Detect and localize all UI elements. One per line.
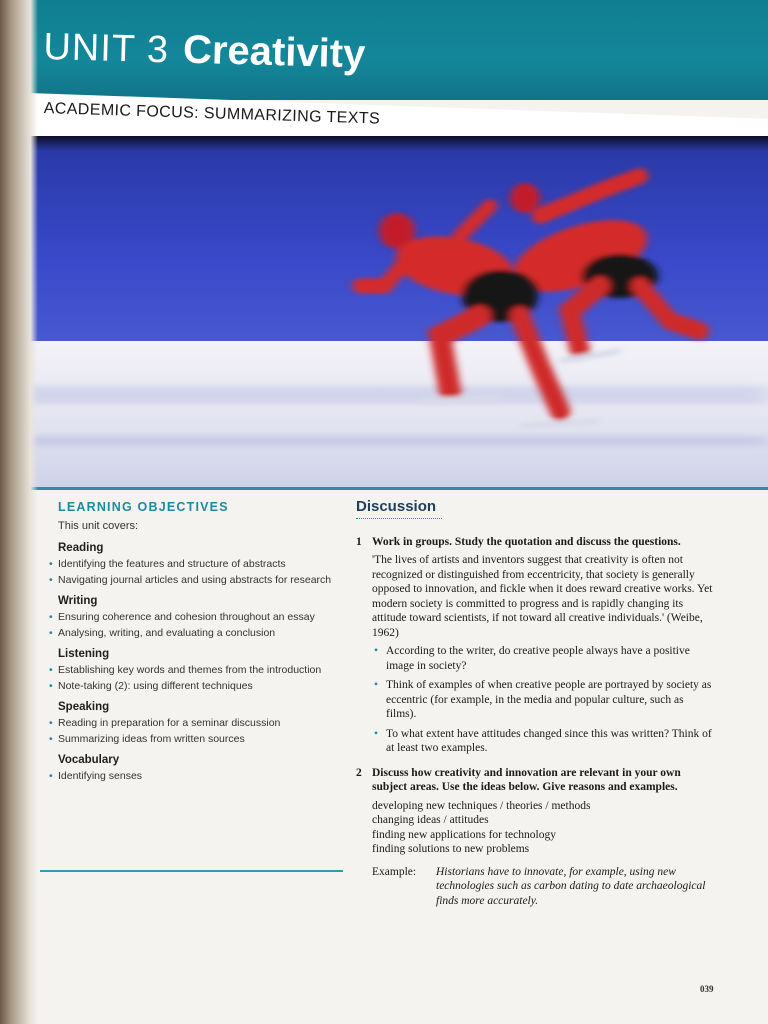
task-number: 1 — [356, 535, 362, 548]
question-item: • Think of examples of when creative people are portrayed by society as eccentric (for example, in the media and popular culture, such as films). — [372, 678, 716, 722]
discussion-task-2 — [356, 766, 716, 909]
skill-heading-writing: Writing — [58, 595, 98, 607]
task-instruction: Discuss how creativity and innovation are relevant in your own subject areas. Use the ideas below. Give reasons and examples. — [372, 766, 681, 793]
quotation-text: 'The lives of artists and inventors suggest that creativity is often not recognized or distinguished from eccentricity, that society is generally opposed to innovation, and fickle when it does reward creative works. Yet modern society is committed to progress and is rapidly changing its attitude toward scientists, if not toward all creative individuals.' (Weibe, 1962) — [372, 554, 713, 639]
example-label: Example: — [372, 865, 417, 878]
skill-heading-reading: Reading — [58, 542, 104, 554]
objective-list-listening — [58, 664, 333, 693]
skill-heading-vocabulary: Vocabulary — [58, 754, 120, 766]
speed-skaters-illustration — [0, 136, 768, 488]
discussion-task-1 — [356, 535, 716, 756]
learning-objectives-heading: LEARNING OBJECTIVES — [58, 500, 229, 514]
objective-item: • Navigating journal articles and using abstracts for research — [58, 574, 333, 587]
idea-item: changing ideas / attitudes — [372, 814, 489, 826]
learning-objectives-panel — [58, 500, 333, 791]
question-item: • To what extent have attitudes changed since this was written? Think of at least two examples. — [372, 727, 716, 756]
objective-item: • Identifying senses — [58, 770, 333, 783]
objective-item: • Identifying the features and structure of abstracts — [58, 558, 333, 571]
unit-topic: Creativity — [182, 27, 366, 77]
academic-focus-title: ACADEMIC FOCUS: SUMMARIZING TEXTS — [43, 100, 381, 128]
idea-item: finding new applications for technology — [372, 828, 556, 841]
task-number: 2 — [356, 766, 362, 779]
discussion-panel — [356, 500, 716, 918]
objective-item: • Reading in preparation for a seminar discussion — [58, 717, 333, 730]
unit-title — [43, 24, 366, 77]
unit-label: UNIT 3 — [42, 25, 170, 72]
objective-item: • Analysing, writing, and evaluating a conclusion — [58, 627, 333, 640]
objective-list-speaking — [58, 717, 333, 746]
objective-item: • Note-taking (2): using different techniques — [58, 680, 333, 693]
learning-objectives-intro: This unit covers: — [58, 520, 139, 532]
idea-item: finding solutions to new problems — [372, 843, 530, 855]
page-number: 039 — [700, 984, 714, 994]
objective-list-reading — [58, 558, 333, 587]
objective-item: • Summarizing ideas from written sources — [58, 733, 333, 746]
discussion-heading: Discussion — [356, 500, 442, 519]
task-instruction: Work in groups. Study the quotation and discuss the questions. — [372, 535, 681, 548]
learning-objectives-rule — [40, 870, 343, 872]
example-text: Historians have to innovate, for example, using new technologies such as carbon dating to date archaeological finds more accurately. — [436, 865, 706, 907]
question-item: • According to the writer, do creative people always have a positive image in society? — [372, 644, 716, 673]
objective-item: • Establishing key words and themes from the introduction — [58, 664, 333, 677]
idea-item: developing new techniques / theories / methods — [372, 799, 591, 812]
question-list — [372, 644, 716, 756]
example-block — [372, 865, 716, 909]
objective-item: • Ensuring coherence and cohesion throughout an essay — [58, 611, 333, 624]
objective-list-writing — [58, 611, 333, 640]
objective-list-vocabulary — [58, 770, 333, 783]
speed-skaters-photo — [0, 136, 768, 488]
photo-divider — [0, 487, 768, 490]
skill-heading-speaking: Speaking — [58, 701, 110, 713]
skill-heading-listening: Listening — [58, 648, 110, 660]
